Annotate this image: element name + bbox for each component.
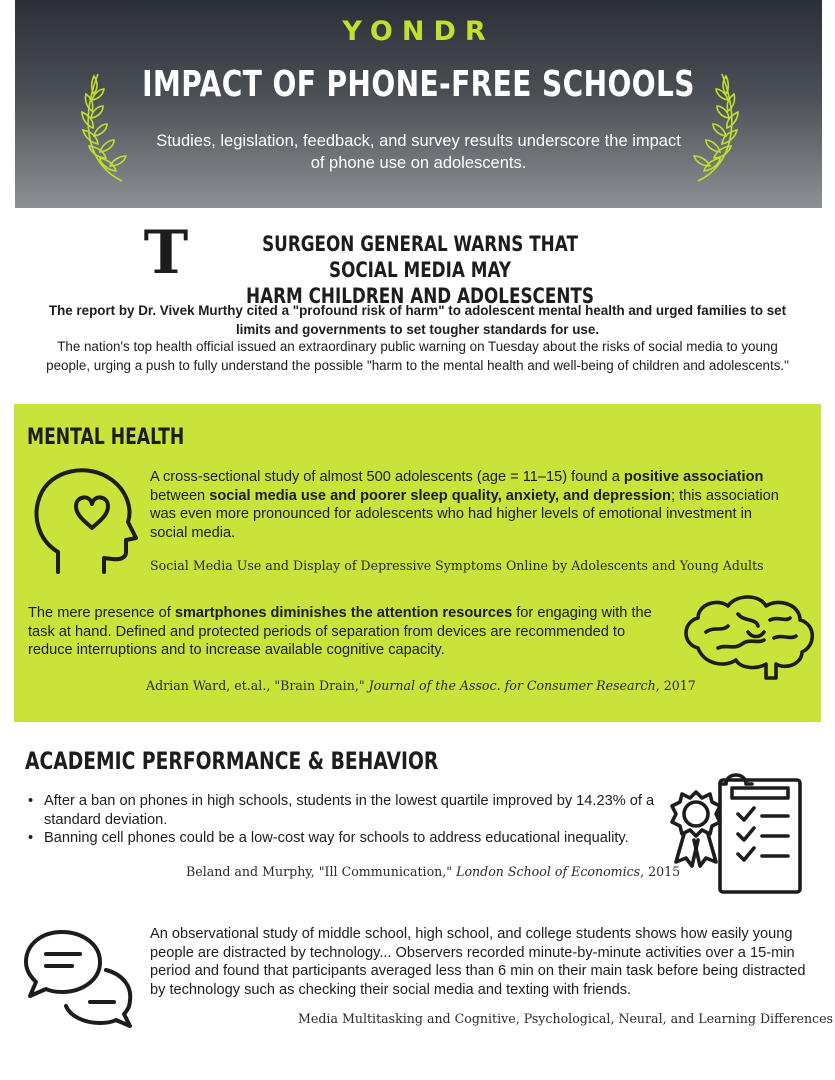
citation-4: Media Multitasking and Cognitive, Psychological, Neural, and Learning Differences — [298, 1011, 834, 1026]
head-heart-icon — [28, 460, 140, 578]
page-subtitle: Studies, legislation, feedback, and survey results underscore the impact of phone use on adolescents. — [156, 132, 681, 172]
observational-study: An observational study of middle school, high school, and college students shows how easily young people are distracted by technology... Observers recorded minute-by-minute activities over a 15-min period and found that participants averaged less than 6 min on their main task before being distracted by technology such as checking their social media and texting with friends. — [150, 926, 806, 998]
text-run: Adrian Ward, et.al., "Brain Drain," — [146, 678, 369, 693]
mental-health-study-1 — [150, 468, 790, 542]
text-emphasis: smartphones diminishes the attention resources — [174, 605, 513, 621]
nyt-lead: The report by Dr. Vivek Murthy cited a "profound risk of harm" to adolescent mental health and urged families to set limits and governments to set tougher standards for use. — [48, 303, 787, 337]
text-emphasis: social media use and poorer sleep quality, anxiety, and depression — [209, 487, 671, 504]
brain-icon — [678, 592, 820, 682]
nyt-headline-line1: SURGEON GENERAL WARNS THAT SOCIAL MEDIA MAY — [262, 232, 578, 282]
mental-health-study-2 — [28, 604, 668, 660]
journal-name: Journal of the Assoc. for Consumer Research — [368, 678, 656, 693]
text-run: , 2017 — [655, 678, 696, 693]
nyt-headline — [244, 231, 596, 309]
chat-bubbles-icon — [24, 926, 136, 1030]
text-run: , 2015 — [640, 864, 681, 879]
academic-title: ACADEMIC PERFORMANCE & BEHAVIOR — [25, 747, 439, 775]
list-item: • After a ban on phones in high schools, students in the lowest quartile improved by 14.23% of a standard deviation. — [28, 792, 668, 829]
academic-bullets — [28, 792, 668, 848]
citation-1: Social Media Use and Display of Depressive Symptoms Online by Adolescents and Young Adults — [150, 558, 764, 573]
header-banner — [15, 0, 822, 208]
institution-name: London School of Economics — [456, 864, 641, 879]
text-run: ; this association was even more pronounced for adolescents who had higher levels of emotional investment in social media. — [150, 487, 779, 541]
text-run: A cross-sectional study of almost 500 adolescents (age = 11–15) found a — [150, 469, 624, 485]
list-item: • Banning cell phones could be a low-cost way for schools to address educational inequality. — [28, 829, 668, 848]
laurel-right-icon — [680, 66, 750, 186]
nyt-headline-line2: HARM CHILDREN AND ADOLESCENTS — [246, 284, 594, 308]
nyt-body: The nation's top health official issued an extraordinary public warning on Tuesday about the risks of social media to young people, urging a push to fully understand the possible "harm to the mental health and well-being of children and adolescents." — [46, 339, 789, 373]
text-emphasis: positive association — [623, 469, 764, 485]
citation-3 — [186, 864, 680, 879]
text-run: for engaging with the task at hand. Defined and protected periods of separation from devices are recommended to reduce interruptions and to increase available cognitive capacity. — [28, 605, 652, 658]
laurel-left-icon — [70, 66, 140, 186]
brand-logo: YONDR — [342, 16, 495, 47]
text-run: between — [150, 487, 210, 504]
mental-health-title: MENTAL HEALTH — [27, 425, 185, 450]
page-title: IMPACT OF PHONE-FREE SCHOOLS — [142, 64, 695, 105]
text-run: Beland and Murphy, "Ill Communication," — [186, 864, 457, 879]
text-run: The mere presence of — [28, 605, 175, 621]
nyt-logo-icon: T — [143, 218, 189, 288]
clipboard-checklist-icon — [668, 762, 808, 898]
citation-2 — [146, 678, 696, 693]
